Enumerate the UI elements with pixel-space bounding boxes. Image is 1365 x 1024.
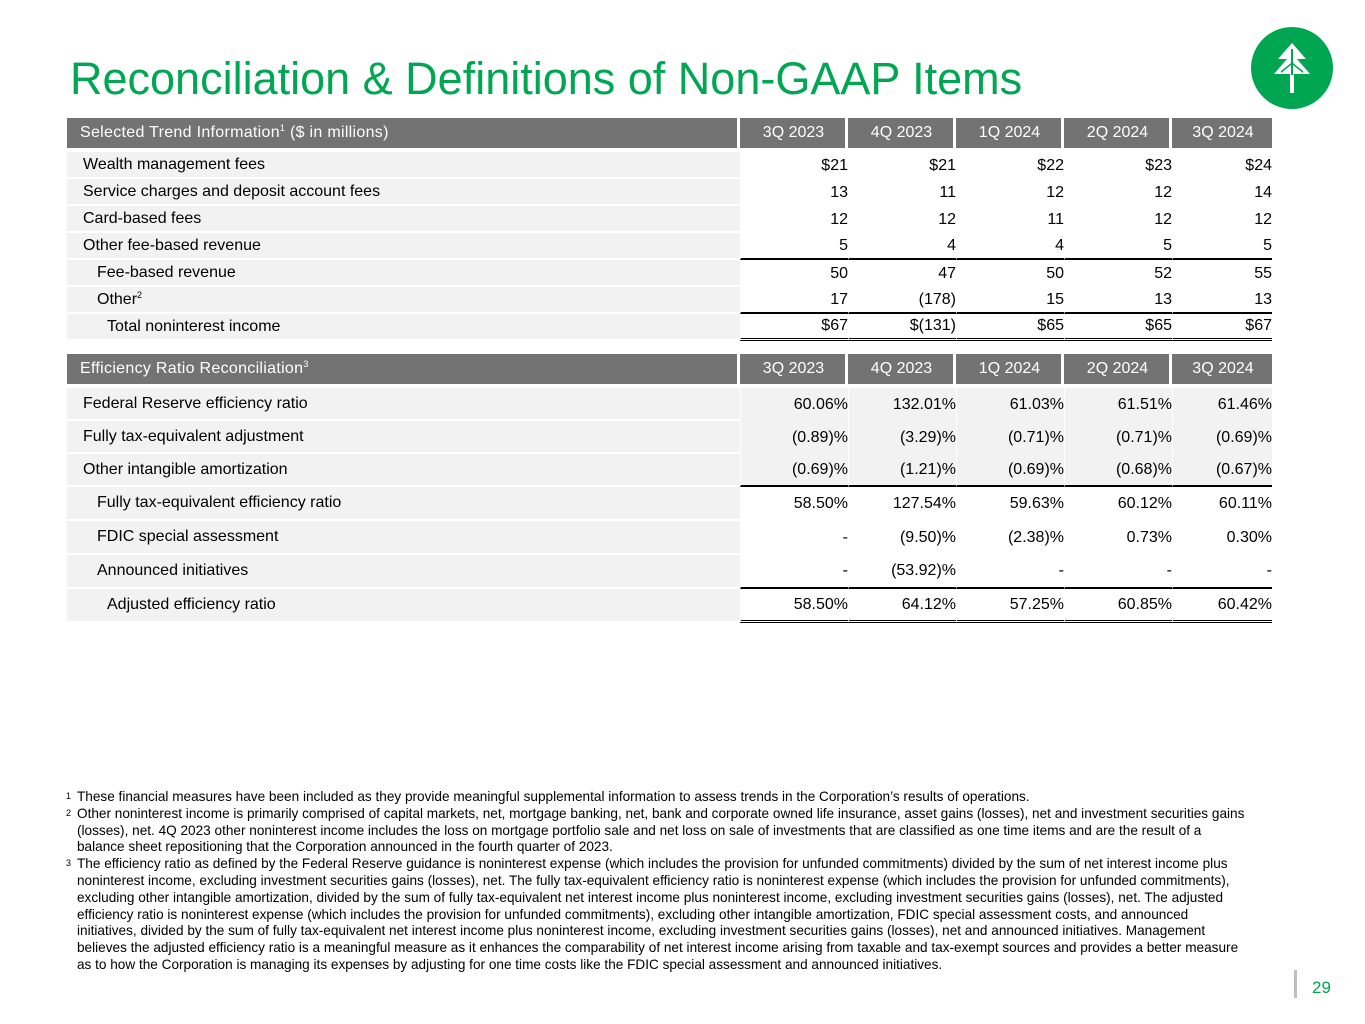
cell-value: $(131) xyxy=(848,314,956,341)
cell-value: 13 xyxy=(1172,287,1272,314)
trend-header-row xyxy=(67,118,1272,148)
cell-value: 57.25% xyxy=(956,589,1064,623)
efficiency-period-header: 2Q 2024 xyxy=(1064,354,1172,384)
table-row xyxy=(67,487,1272,521)
cell-value: - xyxy=(1064,555,1172,589)
cell-value: 5 xyxy=(1172,233,1272,260)
cell-value: (0.69)% xyxy=(1172,421,1272,454)
trend-period-header: 3Q 2024 xyxy=(1172,118,1272,148)
table-row xyxy=(67,421,1272,454)
page-number-divider xyxy=(1294,970,1297,998)
cell-value: 132.01% xyxy=(848,388,956,421)
efficiency-period-header: 3Q 2023 xyxy=(740,354,848,384)
page-number: 29 xyxy=(1312,978,1331,997)
cell-value: $21 xyxy=(848,152,956,179)
cell-value: 12 xyxy=(1064,206,1172,233)
cell-value: 4 xyxy=(848,233,956,260)
efficiency-table xyxy=(67,354,1272,623)
cell-value: 64.12% xyxy=(848,589,956,623)
efficiency-period-header: 1Q 2024 xyxy=(956,354,1064,384)
trend-period-header: 3Q 2023 xyxy=(740,118,848,148)
trend-period-header: 1Q 2024 xyxy=(956,118,1064,148)
cell-value: 58.50% xyxy=(740,589,848,623)
cell-value: 0.73% xyxy=(1064,521,1172,555)
cell-value: 14 xyxy=(1172,179,1272,206)
footnotes xyxy=(66,789,1246,974)
trend-period-header: 4Q 2023 xyxy=(848,118,956,148)
cell-value: - xyxy=(740,555,848,589)
cell-value: 13 xyxy=(740,179,848,206)
table-row xyxy=(67,233,1272,260)
footnote: 3 The efficiency ratio as defined by the Federal Reserve guidance is noninterest expense (which includes the provision for unfunded commitments) divided by the sum of net interest income plus noninterest income, excluding investment securities gains (losses), net. The fully tax-equivalent efficiency ratio is noninterest expense (which includes the provision for unfunded commitments), excluding other intangible amortization, divided by the sum of fully tax-equivalent net interest income plus noninterest income, excluding investment securities gains (losses), net. The adjusted efficiency ratio is noninterest expense (which includes the provision for unfunded commitments), excluding other intangible amortization, FDIC special assessment costs, and announced initiatives, divided by the sum of fully tax-equivalent net interest income plus noninterest income, excluding investment securities gains (losses), net and announced initiatives. Management believes the adjusted efficiency ratio is a meaningful measure as it enhances the comparability of net interest income arising from taxable and tax-exempt sources and provides a better measure as to how the Corporation is managing its expenses by adjusting for one time costs like the FDIC special assessment and announced initiatives. xyxy=(66,856,1239,972)
row-label: Announced initiatives xyxy=(67,555,740,589)
table-row xyxy=(67,152,1272,179)
cell-value: $65 xyxy=(956,314,1064,341)
efficiency-period-header: 4Q 2023 xyxy=(848,354,956,384)
efficiency-header-label: Efficiency Ratio Reconciliation$^3$ xyxy=(67,354,740,384)
cell-value: 12 xyxy=(848,206,956,233)
row-label: Service charges and deposit account fees xyxy=(67,179,740,206)
cell-value: 55 xyxy=(1172,260,1272,287)
cell-value: (0.67)% xyxy=(1172,454,1272,487)
cell-value: 60.06% xyxy=(740,388,848,421)
row-label: Other intangible amortization xyxy=(67,454,740,487)
cell-value: 12 xyxy=(956,179,1064,206)
table-row xyxy=(67,589,1272,623)
cell-value: $65 xyxy=(1064,314,1172,341)
table-row xyxy=(67,179,1272,206)
cell-value: $24 xyxy=(1172,152,1272,179)
cell-value: 12 xyxy=(740,206,848,233)
cell-value: 60.12% xyxy=(1064,487,1172,521)
footnote: 2 Other noninterest income is primarily comprised of capital markets, net, mortgage banking, net, bank and corporate owned life insurance, asset gains (losses), net and investment securities gains (losses), net. 4Q 2023 other noninterest income includes the loss on mortgage portfolio sale and net loss on sale of investments that are classified as one time items and are the result of a balance sheet repositioning that the Corporation announced in the fourth quarter of 2023. xyxy=(66,805,1245,855)
row-label: Fully tax-equivalent adjustment xyxy=(67,421,740,454)
row-label: Fully tax-equivalent efficiency ratio xyxy=(67,487,740,521)
row-label: Other$^2$ xyxy=(67,287,740,314)
cell-value: $23 xyxy=(1064,152,1172,179)
row-label: Total noninterest income xyxy=(67,314,740,341)
tree-logo-icon xyxy=(1251,27,1333,109)
cell-value: 61.51% xyxy=(1064,388,1172,421)
cell-value: (0.71)% xyxy=(956,421,1064,454)
row-label: Federal Reserve efficiency ratio xyxy=(67,388,740,421)
cell-value: 5 xyxy=(1064,233,1172,260)
trend-table xyxy=(67,118,1272,341)
cell-value: 58.50% xyxy=(740,487,848,521)
row-label: Wealth management fees xyxy=(67,152,740,179)
cell-value: 13 xyxy=(1064,287,1172,314)
cell-value: - xyxy=(956,555,1064,589)
cell-value: 50 xyxy=(956,260,1064,287)
cell-value: $21 xyxy=(740,152,848,179)
cell-value: - xyxy=(740,521,848,555)
row-label: FDIC special assessment xyxy=(67,521,740,555)
cell-value: 60.11% xyxy=(1172,487,1272,521)
cell-value: 52 xyxy=(1064,260,1172,287)
cell-value: 50 xyxy=(740,260,848,287)
cell-value: 12 xyxy=(1064,179,1172,206)
table-row xyxy=(67,287,1272,314)
cell-value: $67 xyxy=(1172,314,1272,341)
row-label: Card-based fees xyxy=(67,206,740,233)
table-row xyxy=(67,555,1272,589)
cell-value: 60.42% xyxy=(1172,589,1272,623)
cell-value: 11 xyxy=(848,179,956,206)
cell-value: $67 xyxy=(740,314,848,341)
row-label: Adjusted efficiency ratio xyxy=(67,589,740,623)
cell-value: (0.69)% xyxy=(956,454,1064,487)
cell-value: 12 xyxy=(1172,206,1272,233)
table-row xyxy=(67,454,1272,487)
cell-value: (2.38)% xyxy=(956,521,1064,555)
cell-value: (9.50)% xyxy=(848,521,956,555)
cell-value: 47 xyxy=(848,260,956,287)
row-label: Fee-based revenue xyxy=(67,260,740,287)
table-row xyxy=(67,388,1272,421)
cell-value: $22 xyxy=(956,152,1064,179)
cell-value: 60.85% xyxy=(1064,589,1172,623)
cell-value: 4 xyxy=(956,233,1064,260)
cell-value: (178) xyxy=(848,287,956,314)
cell-value: 59.63% xyxy=(956,487,1064,521)
cell-value: (53.92)% xyxy=(848,555,956,589)
trend-period-header: 2Q 2024 xyxy=(1064,118,1172,148)
cell-value: 11 xyxy=(956,206,1064,233)
cell-value: 5 xyxy=(740,233,848,260)
cell-value: - xyxy=(1172,555,1272,589)
cell-value: 127.54% xyxy=(848,487,956,521)
footnote: 1 These financial measures have been included as they provide meaningful supplemental information to assess trends in the Corporation’s results of operations. xyxy=(66,789,1030,804)
cell-value: 17 xyxy=(740,287,848,314)
cell-value: (0.68)% xyxy=(1064,454,1172,487)
page-title: Reconciliation & Definitions of Non-GAAP Items xyxy=(70,53,1023,104)
cell-value: (1.21)% xyxy=(848,454,956,487)
table-row xyxy=(67,314,1272,341)
cell-value: 61.03% xyxy=(956,388,1064,421)
cell-value: (0.71)% xyxy=(1064,421,1172,454)
cell-value: (0.89)% xyxy=(740,421,848,454)
cell-value: 0.30% xyxy=(1172,521,1272,555)
row-label: Other fee-based revenue xyxy=(67,233,740,260)
trend-header-label: Selected Trend Information$^1$ ($ in millions) xyxy=(67,118,740,148)
table-row xyxy=(67,260,1272,287)
cell-value: 61.46% xyxy=(1172,388,1272,421)
cell-value: 15 xyxy=(956,287,1064,314)
table-row xyxy=(67,521,1272,555)
efficiency-period-header: 3Q 2024 xyxy=(1172,354,1272,384)
cell-value: (0.69)% xyxy=(740,454,848,487)
table-row xyxy=(67,206,1272,233)
efficiency-header-row xyxy=(67,354,1272,384)
cell-value: (3.29)% xyxy=(848,421,956,454)
